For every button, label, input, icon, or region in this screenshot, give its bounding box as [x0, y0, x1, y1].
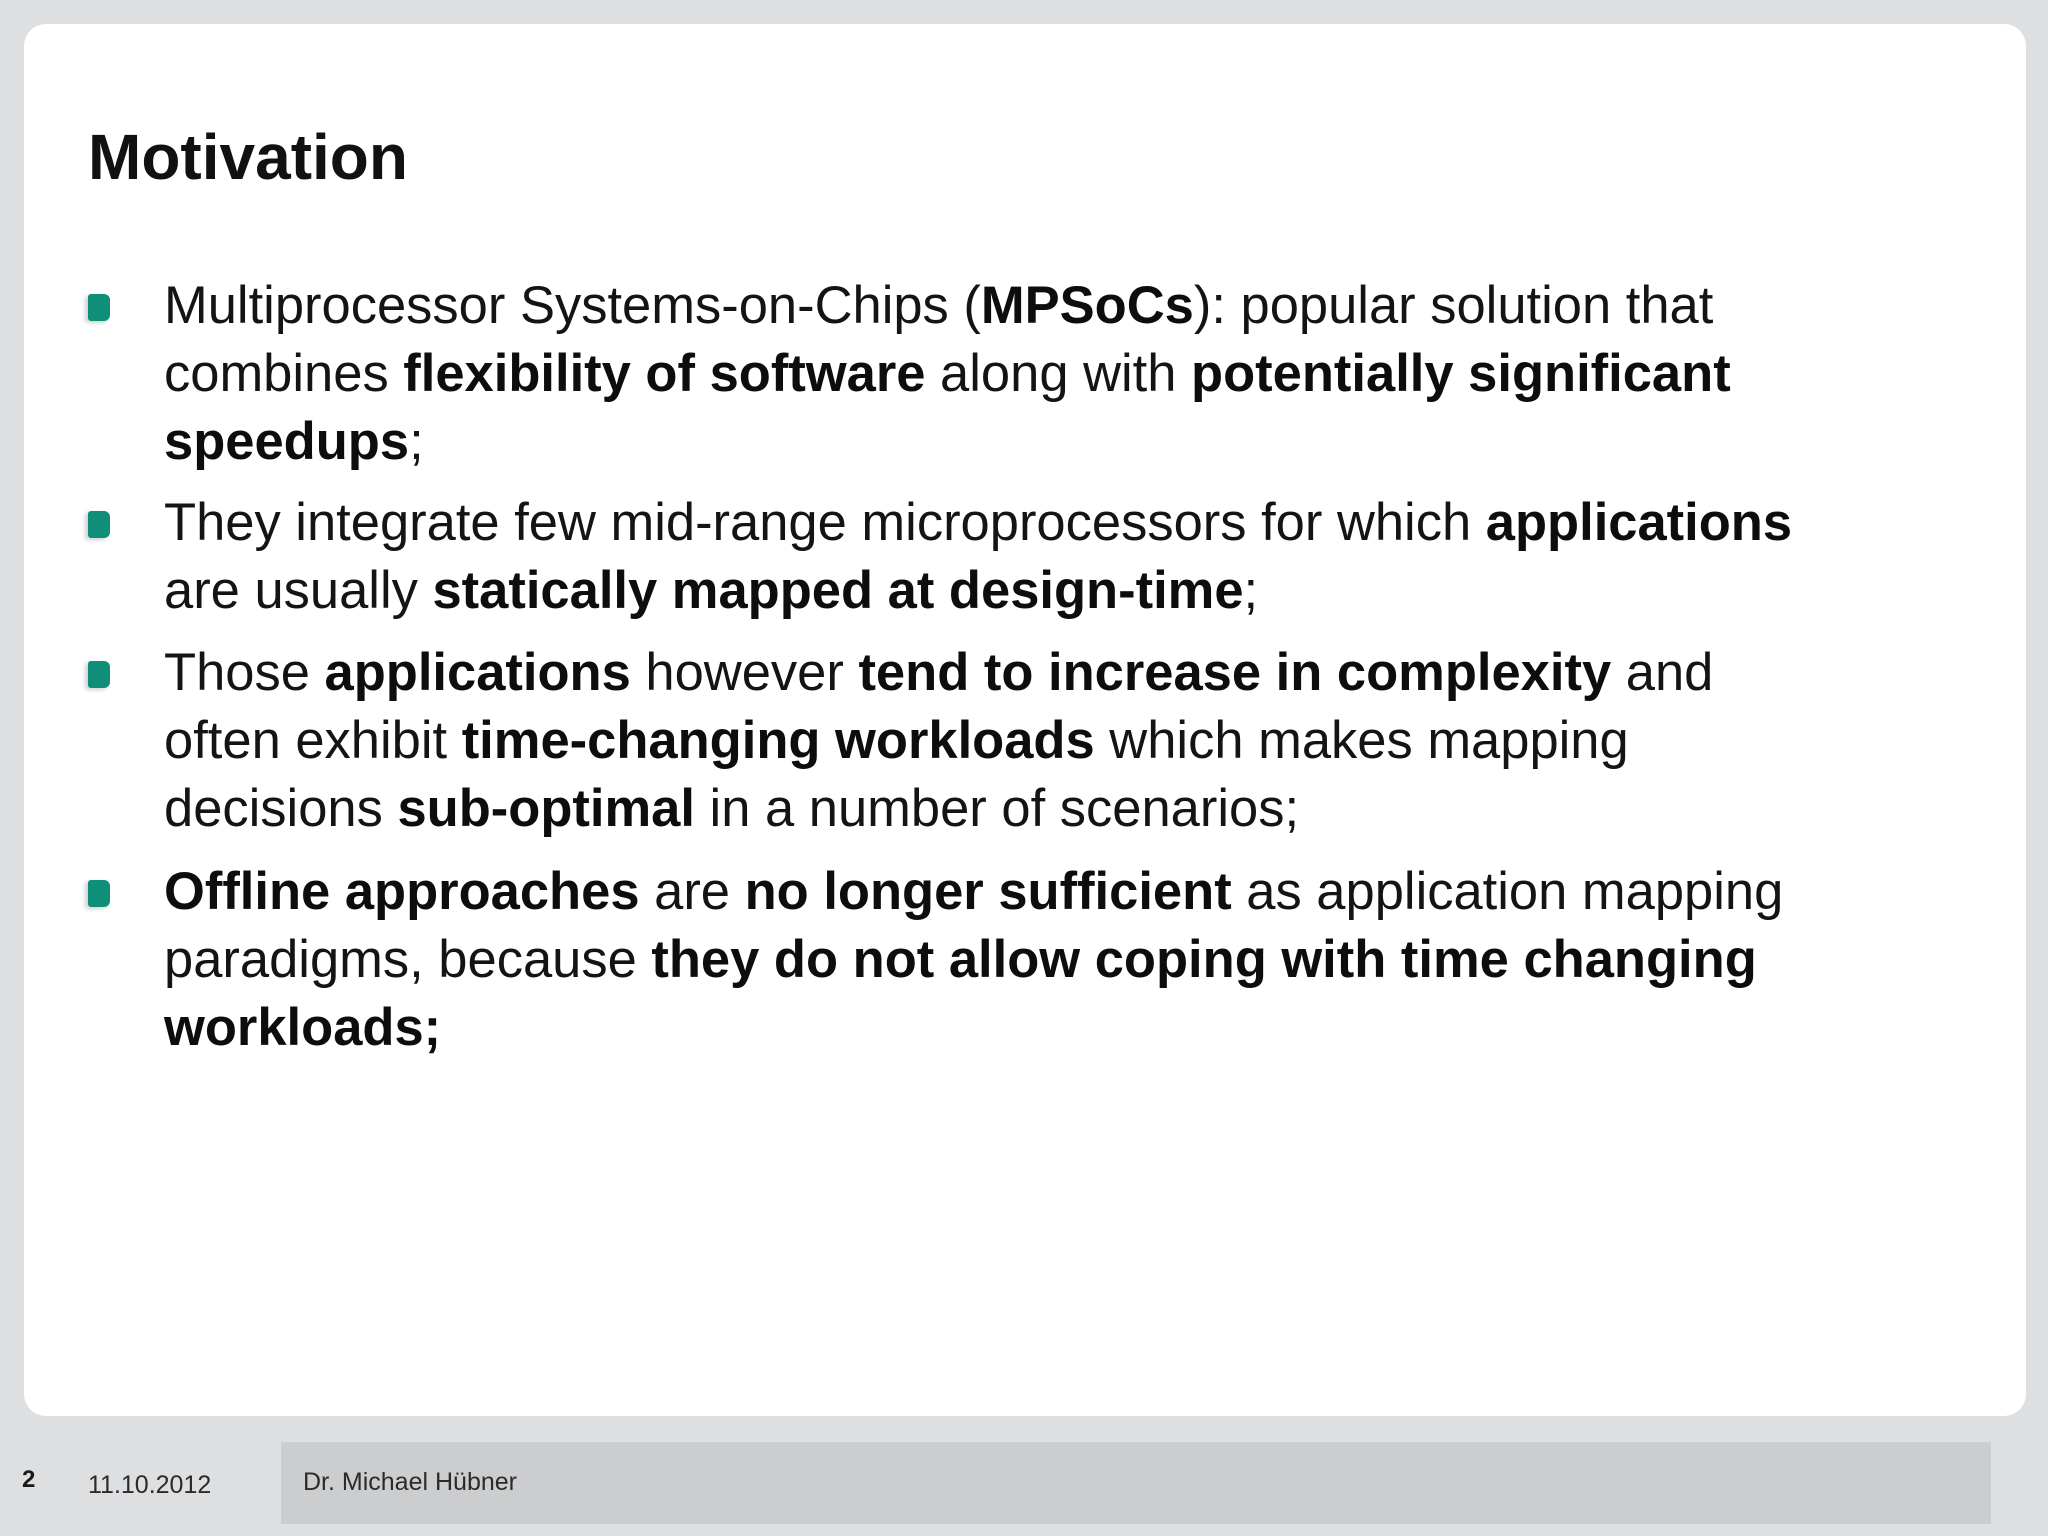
text-run: in a number of scenarios; [694, 779, 1300, 838]
text-run-bold: applications [1485, 493, 1793, 552]
footer-bar [281, 1442, 1991, 1524]
text-run-bold: Offline approaches [164, 862, 640, 921]
text-run-bold: applications [324, 643, 631, 702]
slide-number: 2 [22, 1466, 36, 1493]
bullet-line [164, 775, 1964, 843]
bullet-line [164, 926, 1964, 994]
text-run-bold: potentially significant [1191, 344, 1731, 403]
text-run: ; [409, 412, 424, 471]
text-run: are usually [164, 561, 433, 620]
slide-title: Motivation [88, 121, 408, 193]
bullet-line [164, 489, 1964, 557]
square-bullet-icon [88, 511, 110, 538]
slide-date: 11.10.2012 [88, 1471, 212, 1499]
text-run-bold: MPSoCs [980, 276, 1194, 335]
text-run: combines [164, 344, 404, 403]
bullet-item [164, 272, 1964, 476]
text-run: along with [925, 344, 1192, 403]
text-run-bold: statically mapped at design-time [432, 561, 1244, 620]
bullet-line [164, 408, 1964, 476]
bullet-line [164, 639, 1964, 707]
text-run: are [639, 862, 745, 921]
text-run: ): popular solution that [1193, 276, 1714, 335]
text-run: They integrate few mid-range microprocessors for which [164, 493, 1486, 552]
square-bullet-icon [88, 294, 110, 321]
text-run: and [1611, 643, 1714, 702]
bullet-line [164, 994, 1964, 1062]
bullet-line [164, 707, 1964, 775]
bullet-item [164, 639, 1964, 843]
bullet-line [164, 858, 1964, 926]
text-run-bold: tend to increase in complexity [858, 643, 1612, 702]
text-run-bold: flexibility of software [403, 344, 926, 403]
text-run: ; [1243, 561, 1259, 620]
text-run: as application mapping [1231, 862, 1784, 921]
bullet-line [164, 557, 1964, 625]
text-run-bold: sub-optimal [397, 779, 695, 838]
text-run: paradigms, because [164, 930, 652, 989]
text-run: often exhibit [164, 711, 462, 770]
text-run: which makes mapping [1094, 711, 1629, 770]
text-run: decisions [164, 779, 398, 838]
text-run: Those [164, 643, 325, 702]
bullet-item [164, 489, 1964, 625]
text-run-bold: no longer sufficient [744, 862, 1232, 921]
bullet-line [164, 340, 1964, 408]
text-run-bold: speedups [164, 412, 410, 471]
square-bullet-icon [88, 661, 110, 688]
text-run-bold: they do not allow coping with time changing [651, 930, 1757, 989]
bullet-line [164, 272, 1964, 340]
text-run-bold: workloads; [164, 998, 442, 1057]
bullet-item [164, 858, 1964, 1062]
text-run-bold: time-changing workloads [461, 711, 1095, 770]
text-run: Multiprocessor Systems-on-Chips ( [164, 276, 981, 335]
text-run: however [630, 643, 859, 702]
square-bullet-icon [88, 880, 110, 907]
author-name: Dr. Michael Hübner [303, 1468, 517, 1496]
